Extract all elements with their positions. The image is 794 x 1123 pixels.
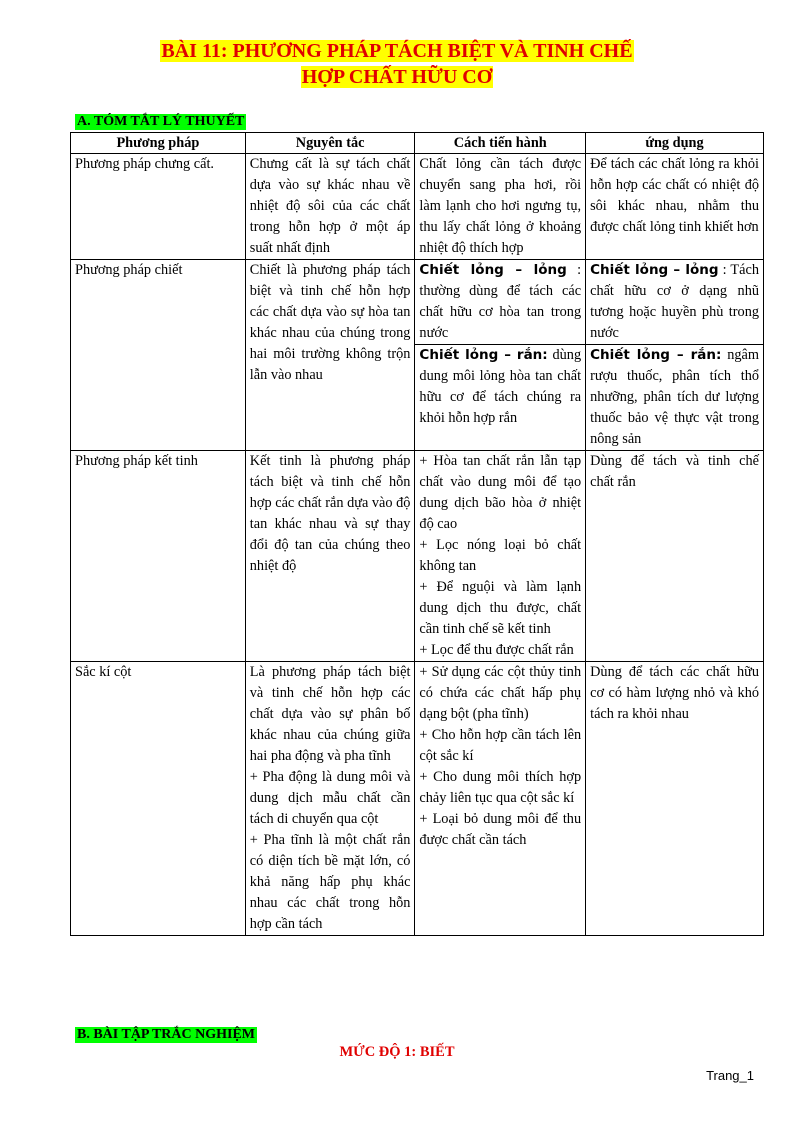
procedure-label: Chiết lỏng – lỏng <box>419 262 567 278</box>
table-row-crystallization <box>71 451 764 662</box>
method-cell: Phương pháp chưng cất. <box>71 154 246 260</box>
procedure-step: + Cho hỗn hợp cần tách lên cột sắc kí <box>419 727 582 764</box>
application-label: Chiết lỏng – lỏng <box>590 262 719 278</box>
procedure-step: + Sử dụng các cột thủy tinh có chứa các chất hấp phụ dạng bột (pha tĩnh) <box>419 664 582 722</box>
procedure-step: + Để nguội và làm lạnh dung dịch thu được, chất cần tinh chế sẽ kết tinh <box>419 579 582 637</box>
header-procedure: Cách tiến hành <box>415 133 586 154</box>
procedure-cell <box>415 662 586 936</box>
procedure-text: : thường dùng để tách các chất hữu cơ hòa tan trong nước <box>419 262 582 341</box>
application-cell-liquid-solid <box>586 345 764 451</box>
procedure-step: + Loại bỏ dung môi để thu được chất cần tách <box>419 811 582 848</box>
procedure-step: + Hòa tan chất rắn lẫn tạp chất vào dung môi để tạo dung dịch bão hòa ở nhiệt độ cao <box>419 453 582 532</box>
page-number: Trang_1 <box>706 1068 754 1083</box>
method-cell: Phương pháp kết tinh <box>71 451 246 662</box>
principle-part: + Pha động là dung môi và dung dịch mẫu chất cần tách di chuyển qua cột <box>249 769 411 827</box>
section-a-heading: A. TÓM TẮT LÝ THUYẾT <box>77 114 245 129</box>
procedure-text: dùng dung môi lỏng hòa tan chất hữu cơ để tách chúng ra khỏi hỗn hợp rắn <box>419 347 582 426</box>
application-text: : Tách chất hữu cơ ở dạng nhũ tương hoặc huyền phù trong nước <box>590 262 759 341</box>
application-text: ngâm rượu thuốc, phân tích thổ nhưỡng, phân tích dư lượng thuốc bảo vệ thực vật trong nông sản <box>590 347 759 447</box>
application-label: Chiết lỏng – rắn: <box>590 347 722 363</box>
page-title-line-1: BÀI 11: PHƯƠNG PHÁP TÁCH BIỆT VÀ TINH CHẾ <box>161 40 633 62</box>
principle-cell: Chiết là phương pháp tách biệt và tinh chế hỗn hợp các chất dựa vào sự hòa tan khác nhau của chúng trong hai môi trường không trộn lẫn vào nhau <box>245 260 415 451</box>
application-cell: Để tách các chất lỏng ra khỏi hỗn hợp các chất có nhiệt độ sôi khác nhau, nhằm thu được chất lỏng tinh khiết hơn <box>586 154 764 260</box>
procedure-cell-liquid-liquid <box>415 260 586 345</box>
principle-cell: Chưng cất là sự tách chất dựa vào sự khác nhau về nhiệt độ sôi của các chất trong hỗn hợp ở một áp suất nhất định <box>245 154 415 260</box>
principle-part: Là phương pháp tách biệt và tinh chế hỗn hợp các chất dựa vào sự phân bố khác nhau của chúng giữa hai pha động và pha tĩnh <box>249 664 411 764</box>
procedure-step: + Lọc để thu được chất rắn <box>419 642 574 658</box>
header-principle: Nguyên tắc <box>245 133 415 154</box>
header-method: Phương pháp <box>71 133 246 154</box>
theory-table <box>70 132 764 936</box>
procedure-label: Chiết lỏng – rắn: <box>419 347 548 363</box>
application-cell: Dùng để tách và tinh chế chất rắn <box>586 451 764 662</box>
page-title-line-2: HỢP CHẤT HỮU CƠ <box>301 66 493 88</box>
table-row-extraction-a <box>71 260 764 345</box>
procedure-step: + Cho dung môi thích hợp chảy liên tục qua cột sắc kí <box>419 769 582 806</box>
method-cell: Phương pháp chiết <box>71 260 246 451</box>
procedure-cell-liquid-solid <box>415 345 586 451</box>
section-b-heading: B. BÀI TẬP TRẮC NGHIỆM <box>77 1027 256 1042</box>
table-row-column-chromatography <box>71 662 764 936</box>
application-cell-liquid-liquid <box>586 260 764 345</box>
procedure-cell <box>415 451 586 662</box>
difficulty-level-heading: MỨC ĐỘ 1: BIẾT <box>339 1044 455 1060</box>
table-row-distillation <box>71 154 764 260</box>
table-header-row <box>71 133 764 154</box>
principle-cell: Kết tinh là phương pháp tách biệt và tinh chế hỗn hợp các chất rắn dựa vào độ tan khác nhau và sự thay đổi độ tan của chúng theo nhiệt độ <box>245 451 415 662</box>
procedure-cell: Chất lỏng cần tách được chuyển sang pha hơi, rồi làm lạnh cho hơi ngưng tụ, thu lấy chất lỏng ở khoảng nhiệt độ thích hợp <box>415 154 586 260</box>
principle-cell <box>245 662 415 936</box>
method-cell: Sắc kí cột <box>71 662 246 936</box>
header-application: ứng dụng <box>586 133 764 154</box>
application-cell: Dùng để tách các chất hữu cơ có hàm lượng nhỏ và khó tách ra khỏi nhau <box>586 662 764 936</box>
principle-part: + Pha tĩnh là một chất rắn có diện tích bề mặt lớn, có khả năng hấp phụ khác nhau các chất trong hỗn hợp cần tách <box>249 832 411 932</box>
procedure-step: + Lọc nóng loại bỏ chất không tan <box>419 537 582 574</box>
